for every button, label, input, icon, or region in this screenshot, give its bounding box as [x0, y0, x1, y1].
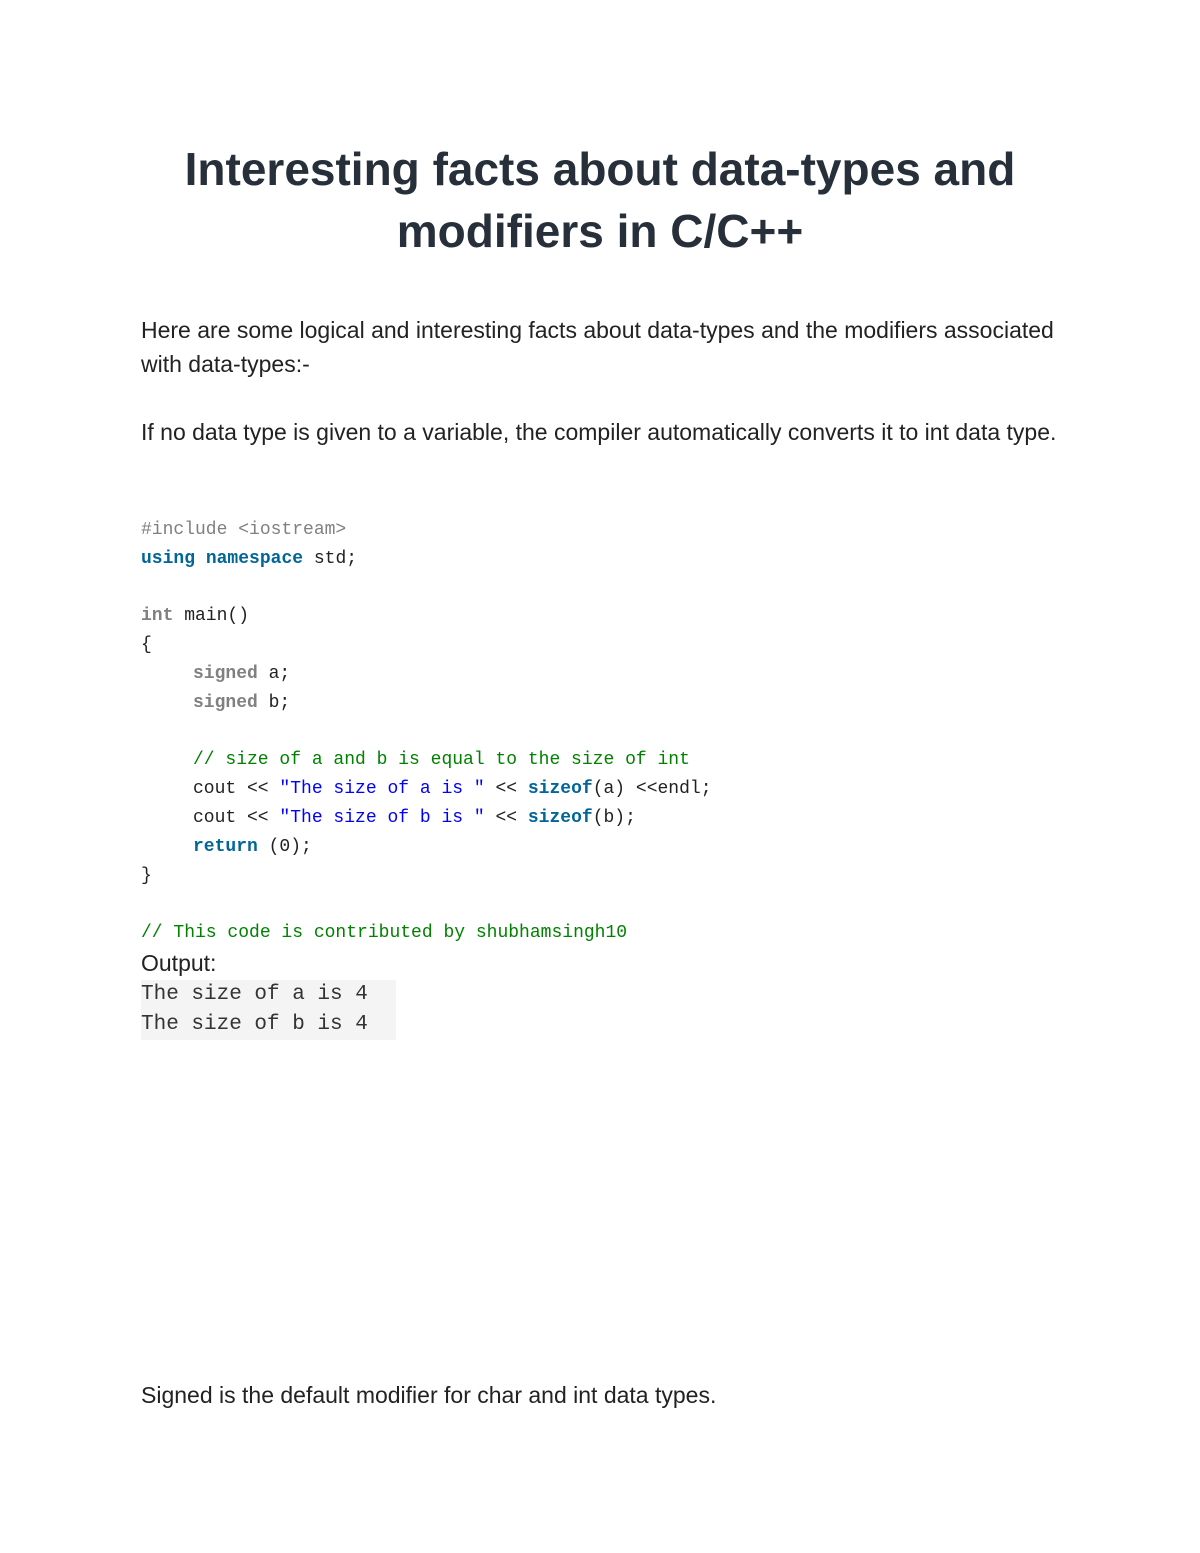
output-block	[141, 980, 396, 1040]
code-block	[141, 516, 712, 948]
shift-operator: <<	[484, 779, 528, 800]
code-line-blank	[141, 718, 712, 747]
code-comment: // size of a and b is equal to the size of int	[193, 750, 690, 771]
code-line-include	[141, 516, 712, 545]
output-line: The size of b is 4	[141, 1010, 396, 1040]
code-line-credit	[141, 919, 712, 948]
using-keyword: using	[141, 548, 196, 569]
code-line-cout-b	[141, 804, 712, 833]
code-line-main	[141, 602, 712, 631]
return-keyword: return	[193, 836, 258, 857]
code-line-open-brace	[141, 631, 712, 660]
int-keyword: int	[141, 606, 174, 627]
code-line-comment	[141, 746, 712, 775]
sizeof-arg: (a) <<endl;	[592, 779, 712, 800]
cout-text: cout <<	[193, 779, 280, 800]
sizeof-arg: (b);	[592, 807, 636, 828]
main-text: main()	[173, 606, 250, 627]
code-line-close-brace	[141, 862, 712, 891]
code-line-cout-a	[141, 775, 712, 804]
var-a-text: a;	[257, 663, 291, 684]
code-line-return	[141, 833, 712, 862]
sizeof-keyword: sizeof	[527, 807, 593, 828]
cout-text: cout <<	[193, 807, 280, 828]
namespace-keyword: namespace	[205, 548, 304, 569]
code-line-signed-b	[141, 689, 712, 718]
fact-default-int-paragraph: If no data type is given to a variable, the compiler automatically converts it to int data type.	[141, 419, 1057, 445]
std-text: std;	[303, 548, 358, 569]
close-brace: }	[141, 865, 152, 886]
intro-paragraph: Here are some logical and interesting facts about data-types and the modifiers associated with data-types:-	[141, 317, 1054, 377]
return-value: (0);	[257, 836, 312, 857]
preprocessor-directive: #include <iostream>	[141, 520, 347, 540]
code-line-signed-a	[141, 660, 712, 689]
code-line-blank	[141, 890, 712, 919]
shift-operator: <<	[484, 807, 528, 828]
credit-comment: // This code is contributed by shubhamsingh10	[141, 923, 628, 944]
output-label: Output:	[141, 950, 217, 976]
signed-keyword: signed	[193, 663, 258, 684]
signed-keyword: signed	[193, 692, 258, 713]
fact-signed-default-paragraph: Signed is the default modifier for char and int data types.	[141, 1382, 717, 1408]
var-b-text: b;	[257, 692, 291, 713]
code-line-using	[141, 545, 712, 574]
code-line-blank	[141, 574, 712, 603]
output-line: The size of a is 4	[141, 980, 396, 1010]
page-title: Interesting facts about data-types and modifiers in C/C++	[184, 143, 1016, 257]
string-literal: "The size of b is "	[279, 807, 485, 828]
sizeof-keyword: sizeof	[527, 779, 593, 800]
open-brace: {	[141, 635, 152, 656]
string-literal: "The size of a is "	[279, 779, 485, 800]
